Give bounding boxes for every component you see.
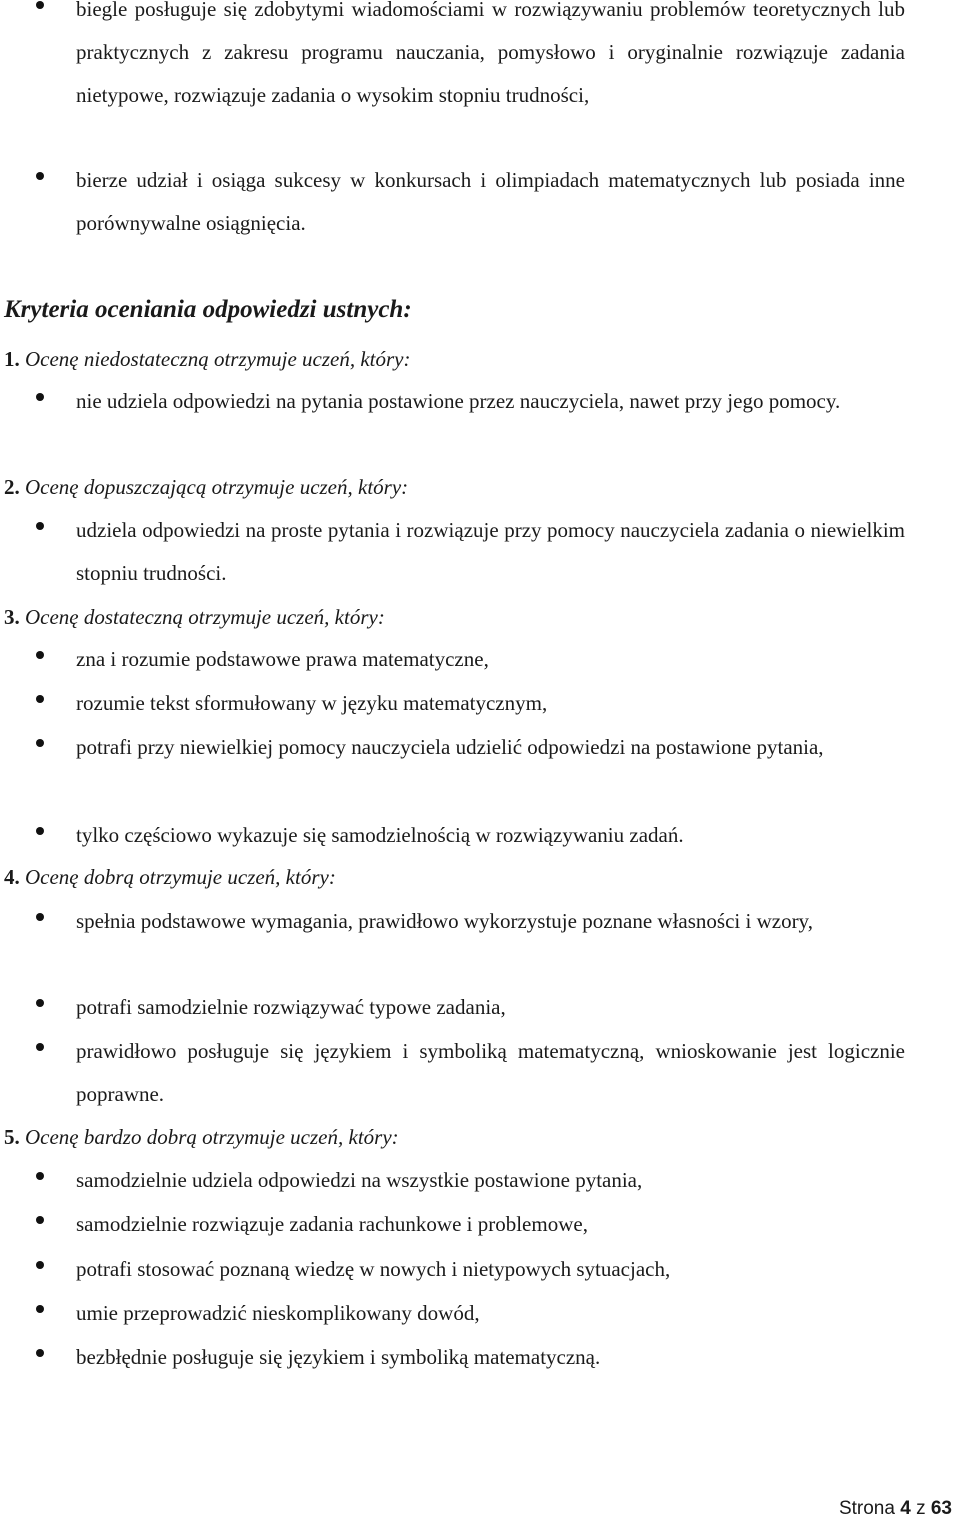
- list-item-text: biegle posługuje się zdobytymi wiadomościami w rozwiązywaniu problemów teoretycznych lub praktycznych z zakresu programu nauczania, pomysłowo i oryginalnie rozwiązuje zadania nietypowe, rozwiązuje zadania o wysokim stopniu trudności,: [76, 0, 905, 107]
- grade-number: 4.: [4, 865, 20, 889]
- list-item-text: bierze udział i osiąga sukcesy w konkursach i olimpiadach matematycznych lub posiada inne porównywalne osiągnięcia.: [76, 168, 905, 235]
- list-item-text: bezbłędnie posługuje się językiem i symboliką matematyczną.: [76, 1345, 601, 1369]
- list-item-text: potrafi przy niewielkiej pomocy nauczyciela udzielić odpowiedzi na postawione pytania,: [76, 735, 824, 759]
- grade-title: Ocenę bardzo dobrą otrzymuje uczeń, który:: [25, 1125, 399, 1149]
- bullet-icon: [36, 1, 44, 9]
- list-item-text: umie przeprowadzić nieskomplikowany dowód,: [76, 1301, 480, 1325]
- grade-heading: [4, 339, 410, 379]
- list-item-text: zna i rozumie podstawowe prawa matematyczne,: [76, 647, 489, 671]
- bullet-icon: [36, 393, 44, 401]
- grade-title: Ocenę niedostateczną otrzymuje uczeń, który:: [25, 347, 411, 371]
- bullet-icon: [36, 1043, 44, 1051]
- grade-title: Ocenę dostateczną otrzymuje uczeń, który:: [25, 605, 385, 629]
- list-item-text: spełnia podstawowe wymagania, prawidłowo wykorzystuje poznane własności i wzory,: [76, 909, 813, 933]
- grade-heading: [4, 1117, 399, 1157]
- bullet-icon: [36, 651, 44, 659]
- grade-heading: [4, 597, 385, 637]
- grade-heading: [4, 467, 408, 507]
- bullet-icon: [36, 913, 44, 921]
- bullet-icon: [36, 1216, 44, 1224]
- grade-title: Ocenę dopuszczającą otrzymuje uczeń, który:: [25, 475, 409, 499]
- list-item-text: samodzielnie udziela odpowiedzi na wszystkie postawione pytania,: [76, 1168, 643, 1192]
- footer-prefix: Strona: [838, 1498, 895, 1519]
- bullet-icon: [36, 1349, 44, 1357]
- list-item-text: prawidłowo posługuje się językiem i symboliką matematyczną, wnioskowanie jest logicznie poprawne.: [76, 1039, 905, 1106]
- grade-number: 3.: [4, 605, 20, 629]
- bullet-icon: [36, 739, 44, 747]
- list-item-text: nie udziela odpowiedzi na pytania postawione przez nauczyciela, nawet przy jego pomocy.: [76, 389, 841, 413]
- section-heading: Kryteria oceniania odpowiedzi ustnych:: [4, 296, 412, 323]
- bullet-icon: [36, 1305, 44, 1313]
- total-pages-number: 63: [930, 1498, 952, 1519]
- bullet-icon: [36, 1261, 44, 1269]
- bullet-icon: [36, 522, 44, 530]
- list-item-text: tylko częściowo wykazuje się samodzielnością w rozwiązywaniu zadań.: [76, 823, 684, 847]
- bullet-icon: [36, 172, 44, 180]
- page-number-footer: [839, 1497, 952, 1521]
- list-item-text: samodzielnie rozwiązuje zadania rachunkowe i problemowe,: [76, 1212, 588, 1236]
- grade-number: 2.: [4, 475, 20, 499]
- footer-separator: z: [916, 1498, 926, 1519]
- bullet-icon: [36, 695, 44, 703]
- grade-number: 1.: [4, 347, 20, 371]
- bullet-icon: [36, 827, 44, 835]
- current-page-number: 4: [900, 1498, 911, 1519]
- grade-heading: [4, 857, 336, 897]
- grade-number: 5.: [4, 1125, 20, 1149]
- list-item-text: potrafi stosować poznaną wiedzę w nowych i nietypowych sytuacjach,: [76, 1257, 671, 1281]
- list-item-text: potrafi samodzielnie rozwiązywać typowe zadania,: [76, 995, 506, 1019]
- bullet-icon: [36, 1172, 44, 1180]
- bullet-icon: [36, 999, 44, 1007]
- list-item-text: rozumie tekst sformułowany w języku matematycznym,: [76, 691, 548, 715]
- list-item-text: udziela odpowiedzi na proste pytania i rozwiązuje przy pomocy nauczyciela zadania o niewielkim stopniu trudności.: [76, 518, 905, 585]
- grade-title: Ocenę dobrą otrzymuje uczeń, który:: [25, 865, 336, 889]
